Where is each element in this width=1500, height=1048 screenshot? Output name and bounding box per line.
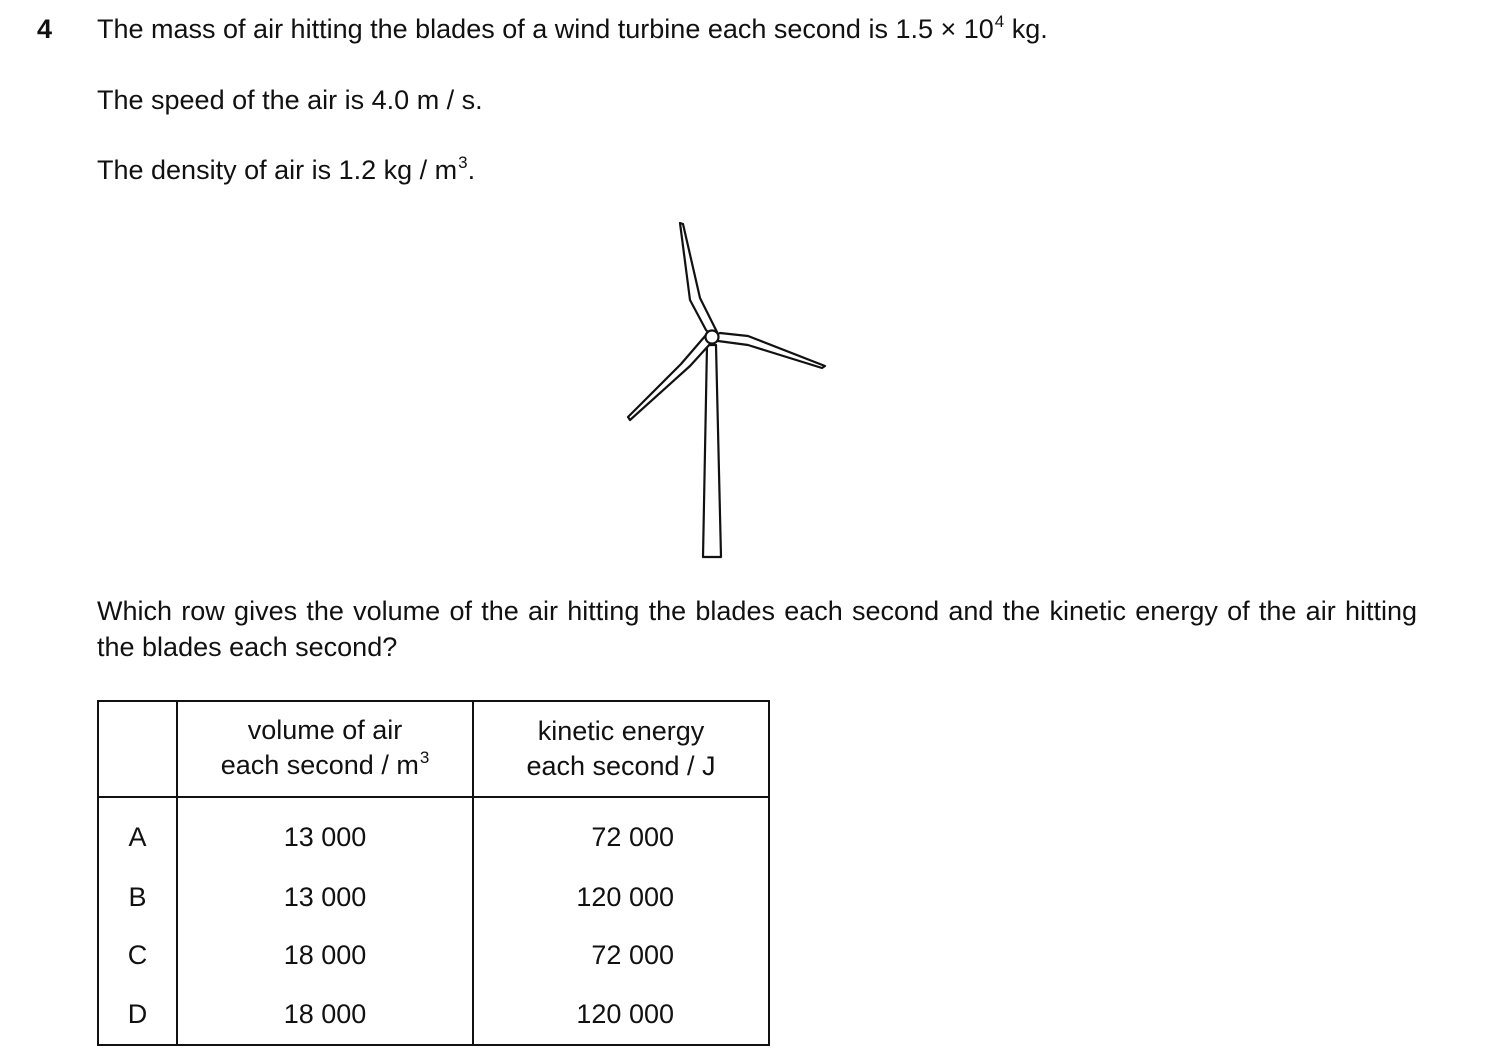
speed-statement: The speed of the air is 4.0 m / s. [97,85,483,115]
option-letter[interactable]: C [98,926,177,984]
turbine-hub [706,331,719,344]
mass-unit: kg. [1004,14,1048,44]
header-energy [473,701,769,797]
mass-exponent: 4 [994,12,1005,31]
table-row[interactable] [98,797,769,868]
turbine-blade-left [628,335,712,420]
header-energy-line2: each second / J [526,751,716,781]
wind-turbine-diagram [600,210,840,570]
question-prompt: Which row gives the volume of the air hitting the blades each second and the kinetic energy of the air hitting the blades each second? [97,596,1417,662]
header-energy-line1: kinetic energy [537,716,705,746]
header-letter-cell [98,701,177,797]
header-volume-line2 [178,748,472,786]
density-statement [97,153,475,191]
answer-table [97,700,770,1046]
option-volume: 13 000 [177,797,473,868]
option-energy: 120 000 [473,868,769,926]
turbine-blade-right [712,333,825,368]
option-letter[interactable]: A [98,797,177,868]
option-letter[interactable]: B [98,868,177,926]
option-energy: 72 000 [473,797,769,868]
table-row[interactable] [98,926,769,984]
option-energy: 72 000 [473,926,769,984]
option-volume: 13 000 [177,868,473,926]
question-number: 4 [37,14,53,44]
option-volume: 18 000 [177,984,473,1045]
header-volume [177,701,473,797]
density-statement-text: The density of air is 1.2 kg / m [97,155,458,185]
density-tail: . [467,155,476,185]
mass-statement-text: The mass of air hitting the blades of a wind turbine each second is 1.5 × 10 [97,14,994,44]
option-letter[interactable]: D [98,984,177,1045]
header-volume-exponent: 3 [419,747,430,767]
header-volume-line2-text: each second / m [220,749,419,780]
mass-statement [97,12,1048,50]
table-row[interactable] [98,868,769,926]
density-exponent: 3 [458,153,468,172]
turbine-tower [703,345,721,557]
option-volume: 18 000 [177,926,473,984]
turbine-blade-top [680,223,717,336]
option-energy: 120 000 [473,984,769,1045]
table-row[interactable] [98,984,769,1045]
table-header-row [98,701,769,797]
header-volume-line1: volume of air [247,714,403,745]
